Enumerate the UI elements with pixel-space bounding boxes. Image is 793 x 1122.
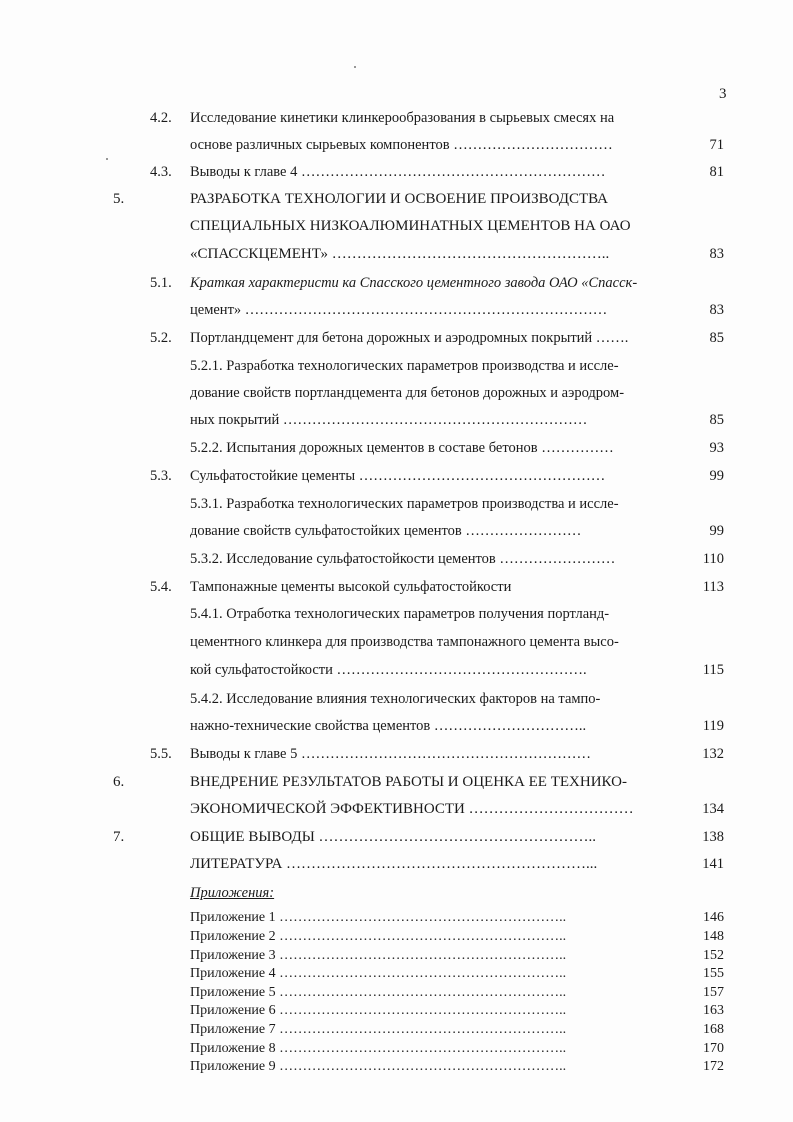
entry-text: ЛИТЕРАТУРА ……………………………………………………... bbox=[190, 856, 598, 872]
entry-text: 5.3.1. Разработка технологических параметров производства и иссле- bbox=[190, 496, 619, 512]
toc-line bbox=[0, 631, 793, 653]
appendix-page: 146 bbox=[703, 910, 724, 925]
entry-text: цементного клинкера для производства тампонажного цемента высо- bbox=[190, 634, 619, 650]
entry-page: 113 bbox=[702, 579, 724, 595]
toc-line bbox=[0, 382, 793, 404]
entry-page: 85 bbox=[709, 412, 724, 428]
entry-page: 141 bbox=[702, 856, 724, 872]
appendix-item bbox=[0, 964, 793, 983]
toc-entry-5-1 bbox=[0, 272, 793, 294]
entry-text: цемент» ………………………………………………………………… bbox=[190, 302, 608, 318]
appendix-item bbox=[0, 1001, 793, 1020]
appendix-label: Приложение 9 …………………………………………………….. bbox=[190, 1059, 567, 1074]
entry-number: 5. bbox=[113, 191, 125, 207]
appendix-item bbox=[0, 927, 793, 946]
entry-number: 4.2. bbox=[150, 110, 172, 126]
toc-line bbox=[0, 659, 793, 681]
scan-speck bbox=[106, 158, 108, 160]
entry-number: 5.2. bbox=[150, 330, 172, 346]
entry-text: ных покрытий ……………………………………………………… bbox=[190, 412, 588, 428]
toc-entry-6 bbox=[0, 771, 793, 793]
toc-entry-5-2-2 bbox=[0, 437, 793, 459]
entry-text: Тампонажные цементы высокой сульфатостойкости bbox=[190, 579, 512, 595]
toc-entry-5-4 bbox=[0, 576, 793, 598]
appendix-label: Приложение 3 …………………………………………………….. bbox=[190, 948, 567, 963]
appendix-label: Приложение 6 …………………………………………………….. bbox=[190, 1003, 567, 1018]
toc-entry-5-4-1 bbox=[0, 603, 793, 625]
toc-line bbox=[0, 715, 793, 737]
entry-text: РАЗРАБОТКА ТЕХНОЛОГИИ И ОСВОЕНИЕ ПРОИЗВОДСТВА bbox=[190, 191, 609, 207]
entry-text: дование свойств портландцемента для бетонов дорожных и аэродром- bbox=[190, 385, 625, 401]
entry-text: Исследование кинетики клинкерообразования в сырьевых смесях на bbox=[190, 110, 615, 126]
entry-text: 5.3.2. Исследование сульфатостойкости цементов …………………… bbox=[190, 551, 616, 567]
toc-entry-literature bbox=[0, 853, 793, 875]
entry-text: Краткая характеристи ка Спасского цементного завода ОАО «Спасск- bbox=[190, 275, 638, 291]
entry-text: кой сульфатостойкости ……………………………………………. bbox=[190, 662, 587, 678]
entry-page: 110 bbox=[702, 551, 724, 567]
appendix-page: 152 bbox=[703, 948, 724, 963]
appendix-item bbox=[0, 983, 793, 1002]
entry-page: 134 bbox=[702, 801, 724, 817]
toc-entry-5-4-2 bbox=[0, 688, 793, 710]
appendix-page: 172 bbox=[703, 1059, 724, 1074]
appendix-page: 168 bbox=[703, 1022, 724, 1037]
entry-number: 5.3. bbox=[150, 468, 172, 484]
entry-number: 7. bbox=[113, 829, 125, 845]
appendix-item bbox=[0, 1057, 793, 1076]
entry-text: 5.4.2. Исследование влияния технологических факторов на тампо- bbox=[190, 691, 601, 707]
toc-line bbox=[0, 299, 793, 321]
appendix-item bbox=[0, 1039, 793, 1058]
entry-text: Выводы к главе 4 ……………………………………………………… bbox=[190, 164, 606, 180]
appendix-label: Приложение 4 …………………………………………………….. bbox=[190, 966, 567, 981]
entry-text: ВНЕДРЕНИЕ РЕЗУЛЬТАТОВ РАБОТЫ И ОЦЕНКА ЕЕ ТЕХНИКО- bbox=[190, 774, 627, 790]
appendix-heading: Приложения: bbox=[190, 885, 275, 901]
appendix-section bbox=[0, 882, 793, 904]
toc-entry-5-2 bbox=[0, 327, 793, 349]
entry-text: 5.2.2. Испытания дорожных цементов в составе бетонов …………… bbox=[190, 440, 614, 456]
toc-entry-5-3-2 bbox=[0, 548, 793, 570]
entry-page: 83 bbox=[709, 246, 724, 262]
entry-text: Сульфатостойкие цементы …………………………………………… bbox=[190, 468, 606, 484]
appendix-page: 170 bbox=[703, 1041, 724, 1056]
toc-line bbox=[0, 243, 793, 265]
page-number: 3 bbox=[719, 86, 727, 102]
appendix-item bbox=[0, 946, 793, 965]
toc-line bbox=[0, 520, 793, 542]
appendix-item bbox=[0, 908, 793, 927]
appendix-label: Приложение 8 …………………………………………………….. bbox=[190, 1041, 567, 1056]
entry-text: основе различных сырьевых компонентов …………………………… bbox=[190, 137, 613, 153]
appendix-label: Приложение 5 …………………………………………………….. bbox=[190, 985, 567, 1000]
toc-entry-5-5 bbox=[0, 743, 793, 765]
toc-entry-7 bbox=[0, 826, 793, 848]
toc-entry-5-2-1 bbox=[0, 355, 793, 377]
entry-number: 4.3. bbox=[150, 164, 172, 180]
entry-text: Портландцемент для бетона дорожных и аэродромных покрытий ……. bbox=[190, 330, 629, 346]
toc-entry-5-3-1 bbox=[0, 493, 793, 515]
toc-line bbox=[0, 409, 793, 431]
entry-number: 6. bbox=[113, 774, 125, 790]
entry-text: 5.2.1. Разработка технологических параметров производства и иссле- bbox=[190, 358, 619, 374]
toc-entry-5-3 bbox=[0, 465, 793, 487]
appendix-page: 157 bbox=[703, 985, 724, 1000]
entry-page: 71 bbox=[709, 137, 724, 153]
entry-text: СПЕЦИАЛЬНЫХ НИЗКОАЛЮМИНАТНЫХ ЦЕМЕНТОВ НА ОАО bbox=[190, 218, 631, 234]
appendix-page: 148 bbox=[703, 929, 724, 944]
entry-number: 5.5. bbox=[150, 746, 172, 762]
entry-page: 119 bbox=[702, 718, 724, 734]
entry-page: 138 bbox=[702, 829, 724, 845]
toc-line bbox=[0, 134, 793, 156]
entry-text: ОБЩИЕ ВЫВОДЫ ……………………………………………….. bbox=[190, 829, 597, 845]
entry-text: дование свойств сульфатостойких цементов …………………… bbox=[190, 523, 582, 539]
entry-text: ЭКОНОМИЧЕСКОЙ ЭФФЕКТИВНОСТИ …………………………… bbox=[190, 801, 634, 817]
appendix-item bbox=[0, 1020, 793, 1039]
entry-text: Выводы к главе 5 …………………………………………………… bbox=[190, 746, 591, 762]
entry-page: 85 bbox=[709, 330, 724, 346]
toc-entry-4-3 bbox=[0, 161, 793, 183]
toc-line bbox=[0, 215, 793, 237]
entry-page: 132 bbox=[702, 746, 724, 762]
scan-speck bbox=[354, 66, 356, 68]
entry-page: 83 bbox=[709, 302, 724, 318]
entry-page: 81 bbox=[709, 164, 724, 180]
entry-page: 99 bbox=[709, 468, 724, 484]
entry-page: 93 bbox=[709, 440, 724, 456]
entry-page: 115 bbox=[702, 662, 724, 678]
entry-page: 99 bbox=[709, 523, 724, 539]
entry-text: «СПАССКЦЕМЕНТ» ……………………………………………….. bbox=[190, 246, 610, 262]
appendix-label: Приложение 2 …………………………………………………….. bbox=[190, 929, 567, 944]
appendix-label: Приложение 7 …………………………………………………….. bbox=[190, 1022, 567, 1037]
entry-text: 5.4.1. Отработка технологических параметров получения портланд- bbox=[190, 606, 610, 622]
appendix-label: Приложение 1 …………………………………………………….. bbox=[190, 910, 567, 925]
entry-number: 5.1. bbox=[150, 275, 172, 291]
toc-line bbox=[0, 107, 793, 129]
toc-entry-5 bbox=[0, 188, 793, 210]
appendix-page: 163 bbox=[703, 1003, 724, 1018]
appendix-page: 155 bbox=[703, 966, 724, 981]
toc-line bbox=[0, 798, 793, 820]
entry-text: нажно-технические свойства цементов ………………………….. bbox=[190, 718, 587, 734]
entry-number: 5.4. bbox=[150, 579, 172, 595]
